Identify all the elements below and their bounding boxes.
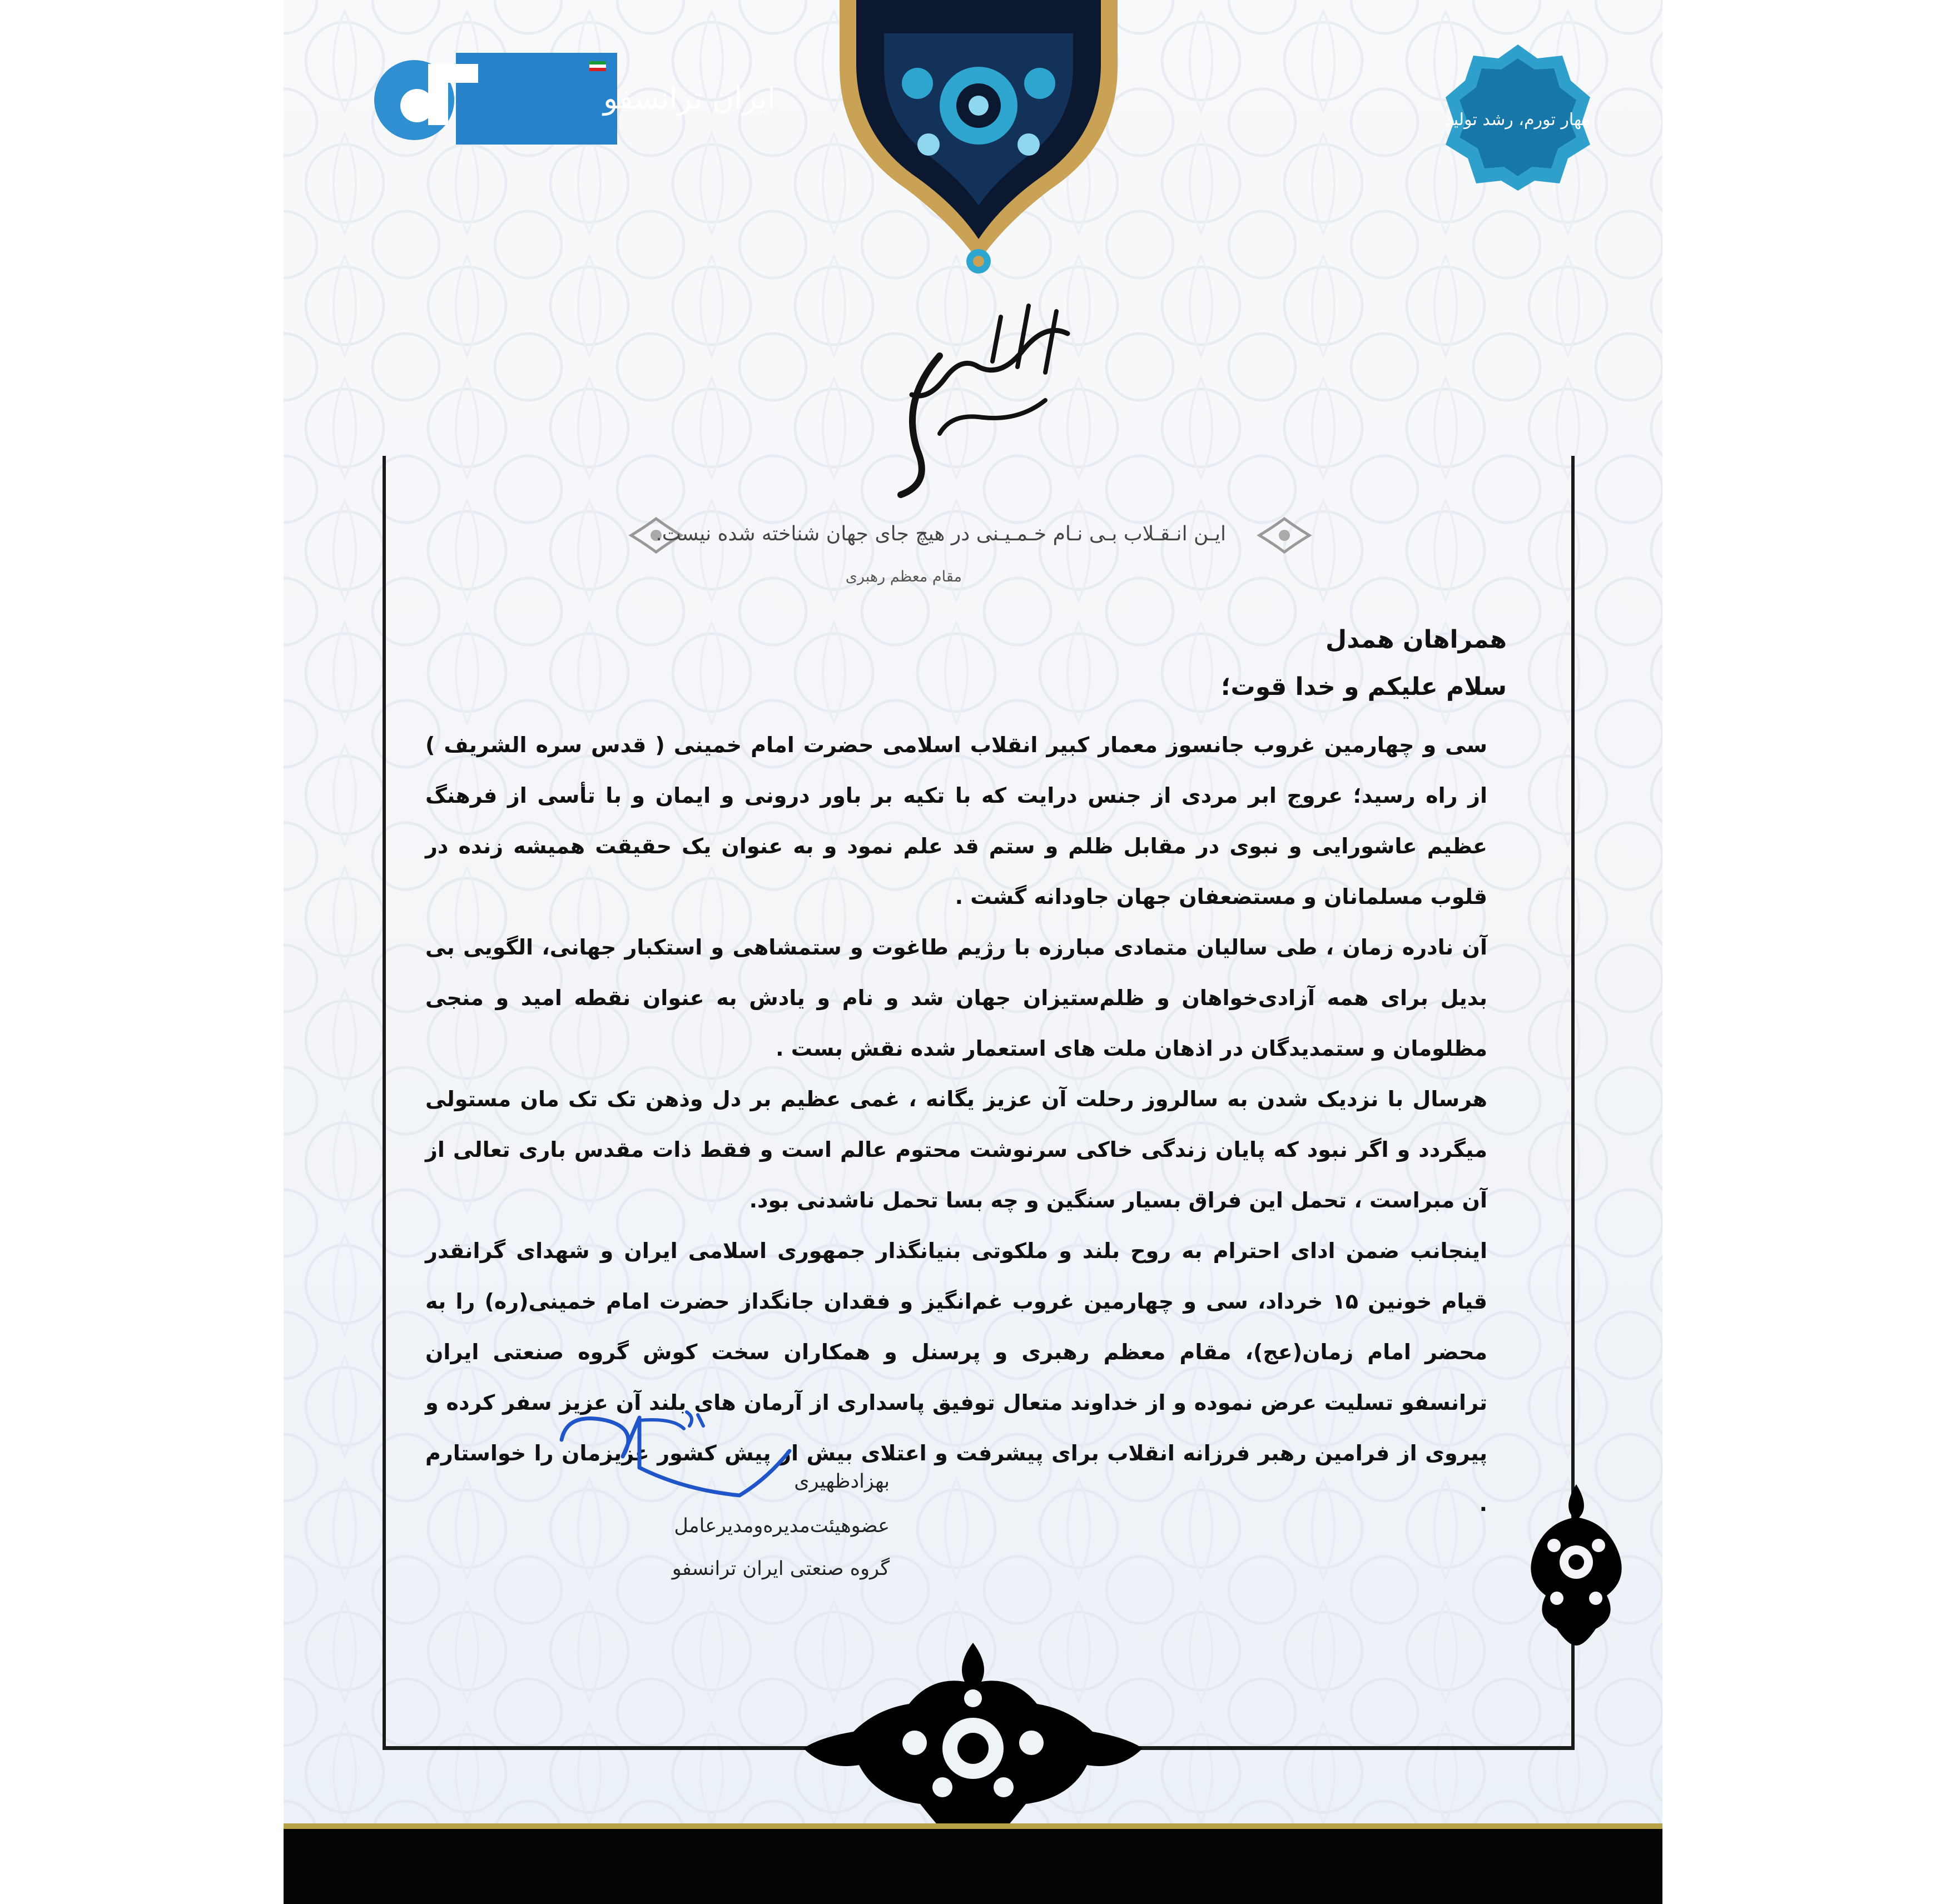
bismillah-calligraphy <box>878 289 1084 500</box>
footer-band <box>284 1829 1662 1904</box>
side-ornament <box>1523 1484 1629 1646</box>
footer-gold-line <box>284 1823 1662 1829</box>
quote-author: مقام معظم رهبری <box>845 568 962 585</box>
bismillah-text: بسم الله الرحمن الرحیم <box>978 499 985 500</box>
quote-text: ایـن انـقـلاب بـی نـام خـمـیـنی در هیچ جای جهان شناخته شده نیست. <box>656 523 1226 545</box>
quote-row <box>628 510 1340 560</box>
signatory-title: عضوهیئت‌مدیره‌ومدیرعامل <box>674 1515 890 1537</box>
letter-page <box>284 0 1662 1904</box>
signatory-name: بهزادظهیری <box>794 1470 890 1493</box>
slogan-badge-text: مهار تورم، رشد تولید <box>1445 110 1591 130</box>
logo-left-text: ایران ترانسفو <box>603 81 776 116</box>
iran-transfo-logo <box>367 53 776 145</box>
greeting-line-1: همراهان همدل <box>1326 625 1507 654</box>
letter-paragraph-3: هرسال با نزدیک شدن به سالروز رحلت آن عزیز یگانه ، غمی عظیم بر دل وذهن تک تک مان مستولی میگردد و اگر نبود که پایان زندگی خاکی سرنوشت محتوم عالم است و فقط ذات مقدس باری تعالی از آن مبراست ، تحمل این فراق بسیار سنگین و چه بسا تحمل ناشدنی بود. <box>425 1087 1487 1212</box>
signatory-company: گروه صنعتی ایران ترانسفو <box>672 1558 890 1580</box>
greeting-line-2: سلام علیکم و خدا قوت؛ <box>1220 673 1507 701</box>
top-ornament <box>817 0 1140 284</box>
letter-paragraph-4: اینجانب ضمن ادای احترام به روح بلند و ملکوتی بنیانگذار جمهوری اسلامی ایران و شهدای گرانقدر قیام خونین ۱۵ خرداد، سی و چهارمین غروب غم‌انگیز و فقدان جانگداز حضرت امام خمینی(ره) را به محضر امام زمان(عج)، مقام معظم رهبری و پرسنل و همکاران سخت کوش گروه صنعتی ایران ترانسفو تسلیت عرض نموده و از خداوند متعال توفیق پاسداری از آرمان های بلند آن عزیز سفر کرده و پیروی از فرامین رهبر فرزانه انقلاب برای پیشرفت و اعتلای بیش از پیش کشور عزیزمان را خواستارم . <box>425 1239 1487 1516</box>
slogan-badge <box>1440 42 1596 192</box>
letter-paragraph-1: سی و چهارمین غروب جانسوز معمار کبیر انقلاب اسلامی حضرت امام خمینی ( قدس سره الشریف ) از راه رسید؛ عروج ابر مردی از جنس درایت که با تکیه بر باور درونی و ایمان و با تأسی از فرهنگ عظیم عاشورایی و نبوی در مقابل ظلم و ستم قد علم نمود و به عنوان یک حقیقت همیشه زنده در قلوب مسلمانان و مستضعفان جهان جاودانه گشت . <box>425 733 1487 909</box>
quote-ornament-right-icon <box>1257 516 1312 555</box>
letter-paragraph-2: آن نادره زمان ، طی سالیان متمادی مبارزه با رژیم طاغوت و ستمشاهی و استکبار جهانی، الگویی بی بدیل برای همه آزادی‌خواهان و ظلم‌ستیزان جهان شد و نام و یادش به عنوان نقطه امید و منجی مظلومان و ستمدیدگان در اذهان ملت های استعمار شده نقش بست . <box>425 935 1487 1061</box>
